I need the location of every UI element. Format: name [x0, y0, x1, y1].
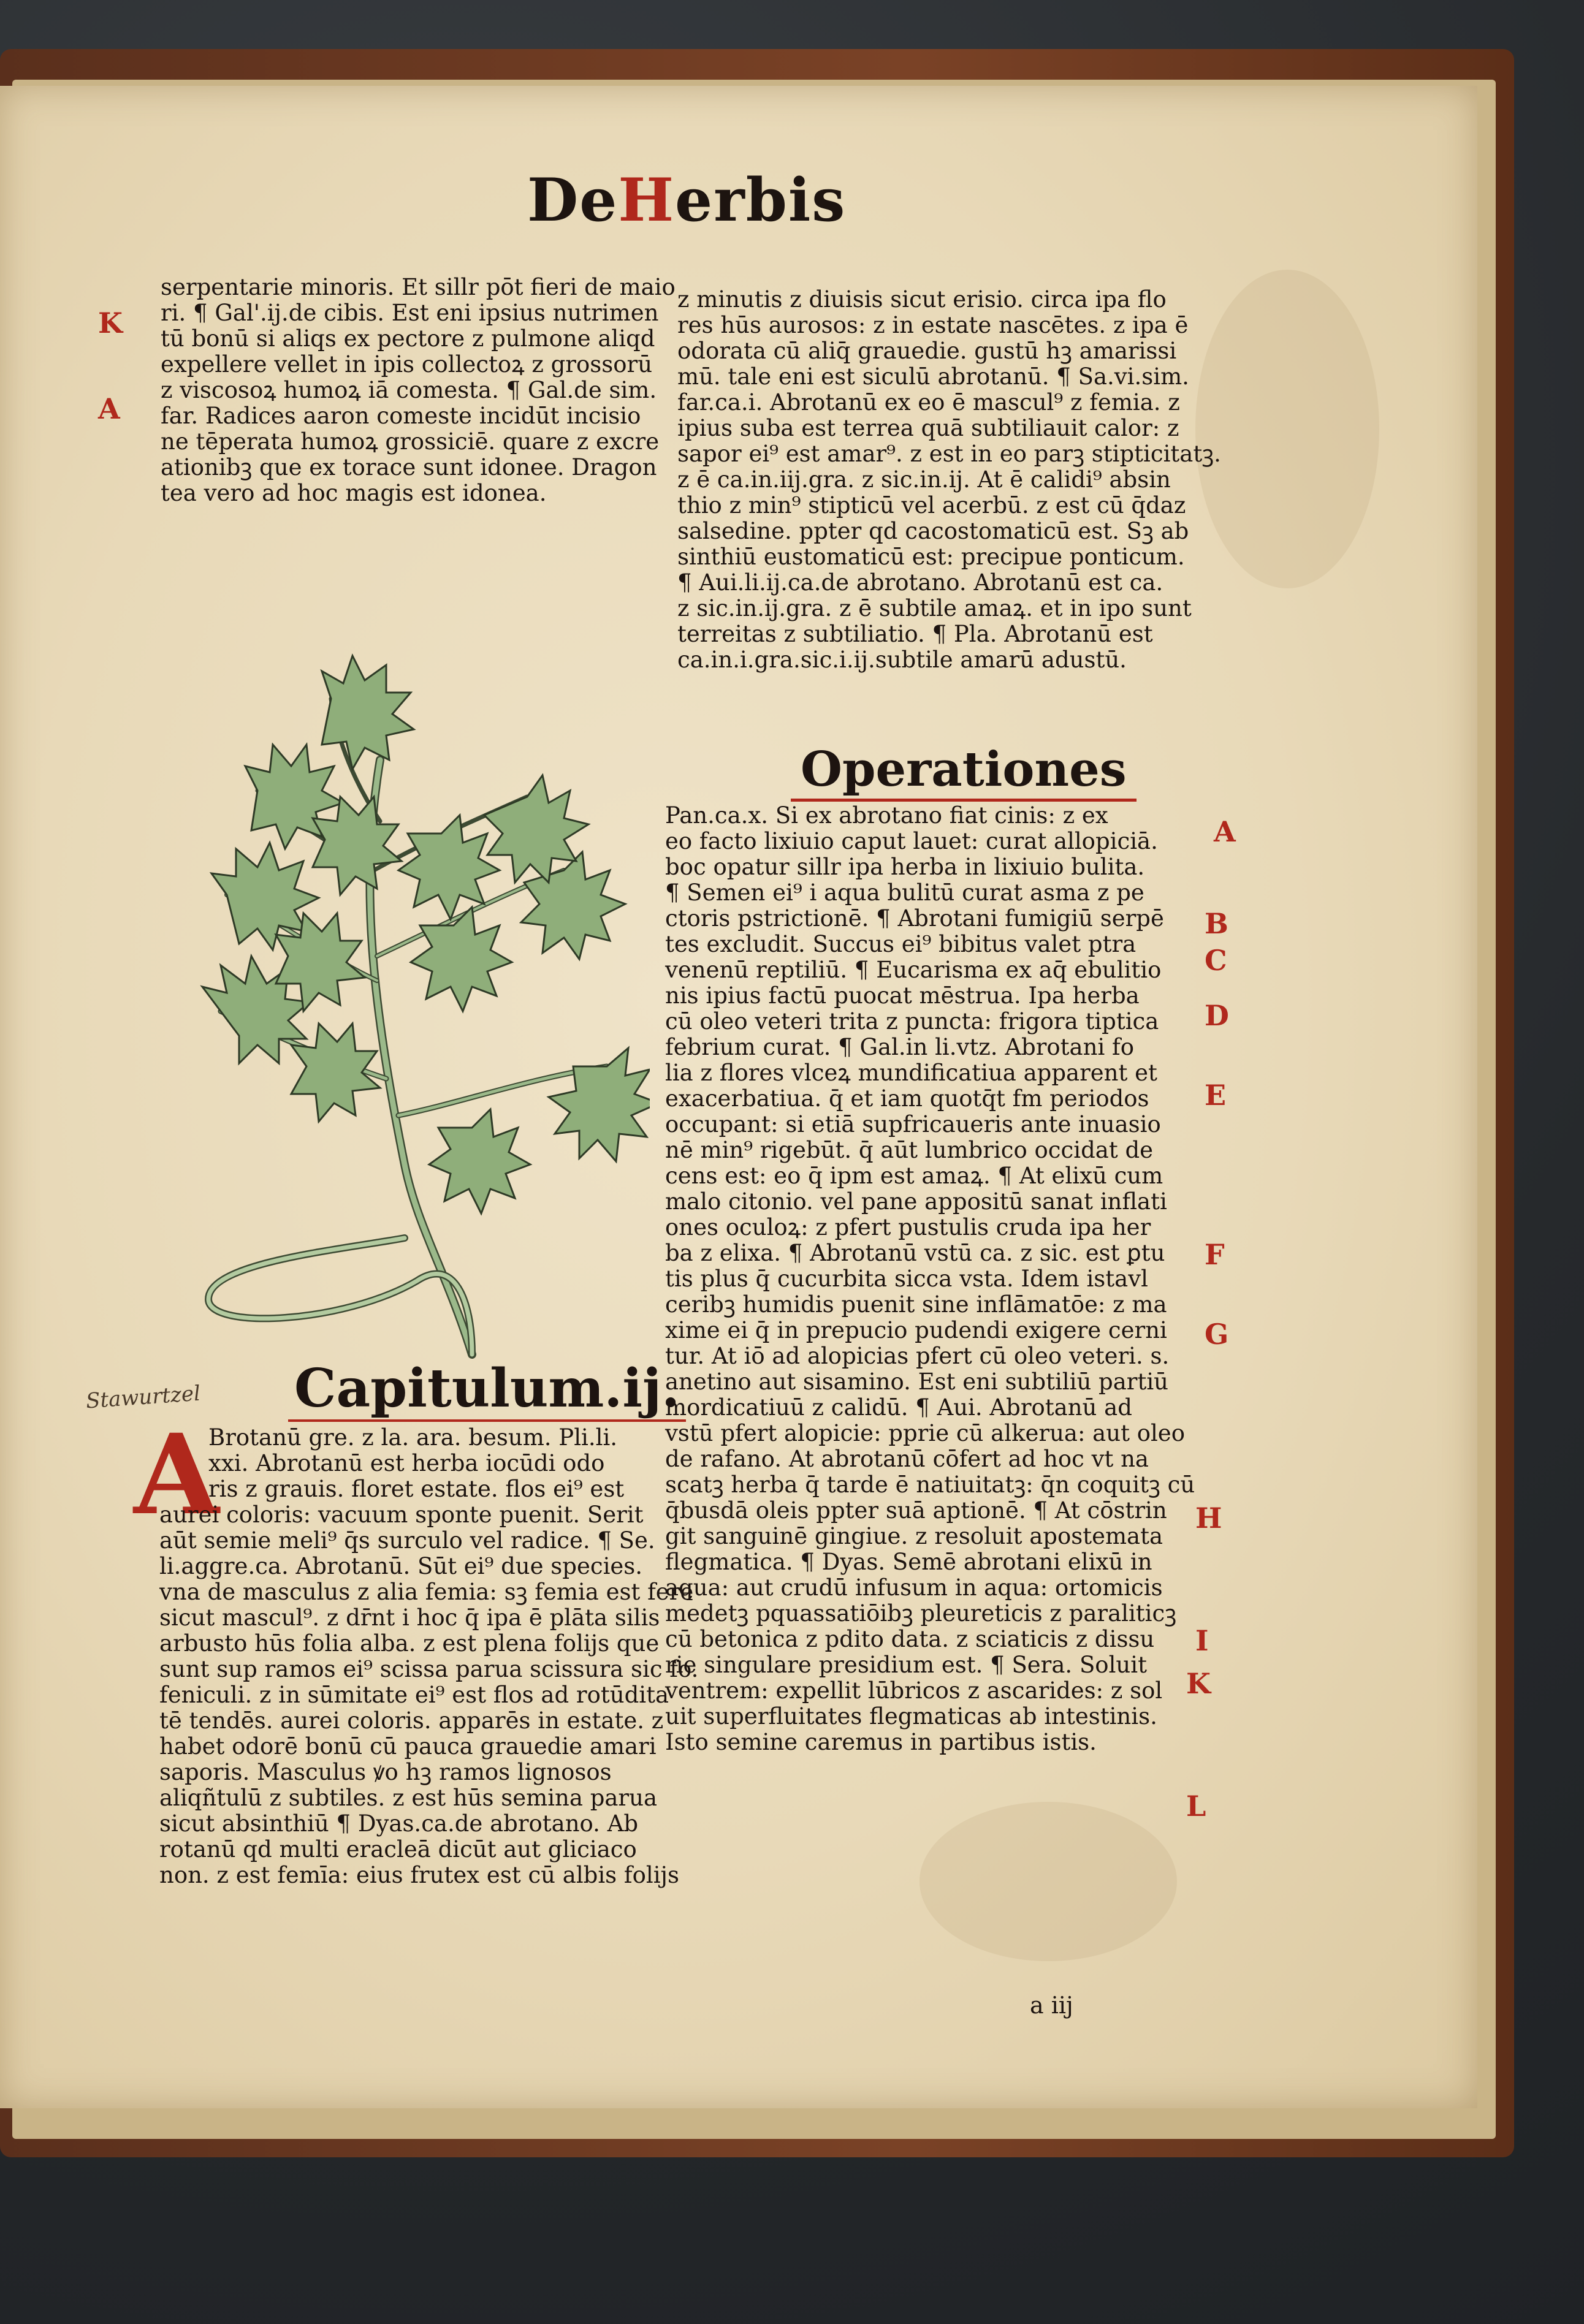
text-line: ba z elixa. ¶ Abrotanū vstū ca. z sic. est ꝑtu	[665, 1240, 1165, 1266]
text-line: Isto semine caremus in partibus istis.	[665, 1729, 1097, 1755]
text-line: git sanguinē gingiue. z resoluit apostemata	[665, 1523, 1163, 1549]
text-column-left-lower	[159, 1424, 699, 1888]
text-column-right-top	[677, 287, 1221, 673]
text-line: ¶ Semen ei⁹ i aqua bulitū curat asma z pe	[665, 879, 1144, 906]
text-line: ca.in.i.gra.sic.i.ij.subtile amarū adustū.	[677, 647, 1127, 673]
text-line: aliqñtulū z subtiles. z est hūs semina parua	[159, 1785, 658, 1811]
text-line: ones oculoꝝ: z pfert pustulis cruda ipa her	[665, 1214, 1151, 1240]
text-line: mordicatiuū z calidū. ¶ Aui. Abrotanū ad	[665, 1394, 1132, 1421]
text-line: ne tēperata humoꝝ grossiciē. quare z excre	[161, 428, 660, 455]
text-line: tis plus q̄ cucurbita sicca vsta. Idem istavl	[665, 1266, 1148, 1292]
text-line: far. Radices aaron comeste incidūt incisio	[161, 403, 641, 429]
text-line: lia z flores vlceꝝ mundificatiua apparent et	[665, 1060, 1157, 1086]
text-line: ris z grauis. floret estate. flos ei⁹ est	[208, 1476, 625, 1502]
text-line: anetino aut sisamino. Est eni subtiliū partiū	[665, 1369, 1169, 1395]
text-line: tea vero ad hoc magis est idonea.	[161, 480, 547, 506]
text-line: sicut mascul⁹. z dr̄nt i hoc q̄ ipa ē plāta silis	[159, 1604, 660, 1631]
text-line: salsedine. ppter qd cacostomaticū est. Sꝫ ab	[677, 518, 1189, 544]
handwritten-marginal-note: Stawurtzel	[85, 1381, 202, 1414]
text-line: non. z est femīa: eius frutex est cū albis folijs	[159, 1862, 680, 1888]
margin-letter: C	[1205, 944, 1227, 977]
text-line: ceribꝫ humidis puenit sine inflāmatōe: z ma	[665, 1291, 1167, 1318]
text-line: malo citonio. vel pane appositū sanat inflati	[665, 1188, 1167, 1215]
text-line: ationibꝫ que ex torace sunt idonee. Dragon	[161, 454, 657, 480]
text-line: boc opatur sillr ipa herba in lixiuio bulita.	[665, 854, 1145, 880]
text-line: sinthiū eustomaticū est: precipue ponticum.	[677, 544, 1185, 570]
margin-letter: F	[1205, 1238, 1225, 1271]
text-line: aurei coloris: vacuum sponte puenit. Serit	[159, 1502, 644, 1528]
paper-stain	[920, 1802, 1177, 1961]
text-line: q̄busdā oleis ppter suā aptionē. ¶ At cōstrin	[665, 1497, 1167, 1524]
text-column-right-operationes	[665, 803, 1195, 1755]
text-line: vna de masculus z alia femia: sꝫ femia est fere	[159, 1579, 694, 1605]
text-line: habet odorē bonū cū pauca grauedie amari	[159, 1733, 657, 1760]
text-line: feniculi. z in sūmitate ei⁹ est flos ad rotūdita	[159, 1682, 669, 1708]
text-line: z viscosoꝝ humoꝝ iā comesta. ¶ Gal.de sim.	[161, 377, 657, 403]
text-line: cū betonica z pdito data. z sciaticis z dissu	[665, 1626, 1155, 1652]
text-line: cū oleo veteri trita z puncta: frigora tiptica	[665, 1008, 1159, 1035]
text-line: expellere vellet in ipis collectoꝝ z grossorū	[161, 351, 653, 378]
margin-letter: B	[1205, 907, 1228, 940]
text-line: nē min⁹ rigebūt. q̄ aūt lumbrico occidat de	[665, 1137, 1154, 1163]
text-line: ri. ¶ Gal'.ij.de cibis. Est eni ipsius nutrimen	[161, 300, 659, 326]
text-line: rie singulare presidium est. ¶ Sera. Soluit	[665, 1652, 1147, 1678]
text-line: sicut absinthiū ¶ Dyas.ca.de abrotano. Ab	[159, 1810, 639, 1837]
text-line: arbusto hūs folia alba. z est plena folijs que	[159, 1630, 660, 1657]
text-line: tur. At iō ad alopicias pfert cū oleo veteri. s.	[665, 1343, 1170, 1369]
text-line: venenū reptiliū. ¶ Eucarisma ex aq̄ ebulitio	[665, 957, 1162, 983]
text-line: odorata cū aliq̄ grauedie. gustū hꝫ amarissi	[677, 338, 1177, 364]
text-line: saporis. Masculus ꝟo hꝫ ramos lignosos	[159, 1759, 612, 1785]
text-line: serpentarie minoris. Et sillr pōt fieri de maio	[161, 274, 676, 300]
text-line: z minutis z diuisis sicut erisio. circa ipa flo	[677, 286, 1167, 313]
text-line: ctoris pstrictionē. ¶ Abrotani fumigiū serpē	[665, 905, 1164, 932]
margin-letter: G	[1205, 1318, 1229, 1351]
margin-letter: K	[98, 306, 123, 340]
margin-letter: K	[1186, 1667, 1211, 1700]
book-page	[0, 86, 1477, 2108]
page-title: DeHerbis	[527, 165, 847, 235]
margin-letter: H	[1195, 1502, 1222, 1535]
text-line: aqua: aut crudū infusum in aqua: ortomicis	[665, 1574, 1163, 1601]
text-line: Pan.ca.x. Si ex abrotano fiat cinis: z ex	[665, 802, 1108, 829]
chapter-heading: Capitulum.ij.	[288, 1358, 686, 1422]
text-line: medetꝫ pquassatiōibꝫ pleureticis z paraliticꝫ	[665, 1600, 1177, 1627]
text-line: occupant: si etiā supfricaueris ante inuasio	[665, 1111, 1161, 1137]
text-line: tes excludit. Succus ei⁹ bibitus valet ptra	[665, 931, 1137, 957]
text-line: flegmatica. ¶ Dyas. Semē abrotani elixū in	[665, 1549, 1152, 1575]
text-line: ¶ Aui.li.ij.ca.de abrotano. Abrotanū est ca.	[677, 569, 1163, 596]
margin-letter: D	[1205, 999, 1229, 1032]
text-line: sunt sup ramos ei⁹ scissa parua scissura sic fo.	[159, 1656, 699, 1682]
text-line: eo facto lixiuio caput lauet: curat allopiciā.	[665, 828, 1158, 854]
margin-letter: I	[1195, 1624, 1209, 1657]
text-column-left-top	[161, 275, 676, 506]
text-line: cens est: eo q̄ ipm est amaꝝ. ¶ At elixū cum	[665, 1163, 1163, 1189]
margin-letter: E	[1205, 1079, 1227, 1112]
text-line: thio z min⁹ stipticū vel acerbū. z est cū q̄daz	[677, 492, 1186, 518]
text-line: z sic.in.ij.gra. z ē subtile amaꝝ. et in ipo sunt	[677, 595, 1192, 621]
text-line: Brotanū gre. z la. ara. besum. Pli.li.	[208, 1424, 618, 1451]
margin-letter: A	[1214, 815, 1236, 848]
margin-letter: A	[98, 392, 120, 425]
text-line: de rafano. At abrotanū cōfert ad hoc vt na	[665, 1446, 1149, 1472]
text-line: exacerbatiua. q̄ et iam quotq̄t fm periodos	[665, 1085, 1149, 1112]
text-line: terreitas z subtiliatio. ¶ Pla. Abrotanū est	[677, 621, 1153, 647]
signature-mark: a iij	[1030, 1992, 1073, 2019]
text-line: li.aggre.ca. Abrotanū. Sūt ei⁹ due species.	[159, 1553, 643, 1579]
text-line: xxi. Abrotanū est herba iocūdi odo	[208, 1450, 605, 1476]
text-line: nis ipius factū puocat mēstrua. Ipa herba	[665, 982, 1140, 1009]
text-line: ipius suba est terrea quā subtiliauit calor: z	[677, 415, 1179, 441]
text-line: ventrem: expellit lūbricos z ascarides: z sol	[665, 1677, 1163, 1704]
margin-letter: L	[1186, 1790, 1206, 1823]
text-line: tū bonū si aliqs ex pectore z pulmone aliqd	[161, 325, 655, 352]
section-heading-operationes: Operationes	[791, 742, 1137, 802]
text-line: res hūs aurosos: z in estate nascētes. z ipa ē	[677, 312, 1189, 338]
text-line: vstū pfert alopicie: pprie cū alkerua: aut oleo	[665, 1420, 1185, 1446]
paper-stain	[1195, 270, 1379, 588]
text-line: xime ei q̄ in prepucio pudendi exigere cerni	[665, 1317, 1167, 1343]
text-line: rotanū qd multi eracleā dicūt aut gliciaco	[159, 1836, 637, 1863]
text-line: sapor ei⁹ est amar⁹. z est in eo parꝫ stipticitatꝫ.	[677, 441, 1221, 467]
text-line: z ē ca.in.iij.gra. z sic.in.ij. At ē calidi⁹ absin	[677, 466, 1171, 493]
decorated-initial-letter: A	[134, 1410, 219, 1540]
text-line: mū. tale eni est siculū abrotanū. ¶ Sa.vi.sim.	[677, 363, 1189, 390]
text-line: far.ca.i. Abrotanū ex eo ē mascul⁹ z femia. z	[677, 389, 1180, 416]
text-line: uit superfluitates flegmaticas ab intestinis.	[665, 1703, 1157, 1730]
text-line: aūt semie meli⁹ q̄s surculo vel radice. ¶ Se.	[159, 1527, 655, 1554]
abrotanum-plant-illustration	[184, 637, 650, 1373]
text-line: febrium curat. ¶ Gal.in li.vtz. Abrotani fo	[665, 1034, 1135, 1060]
text-line: tē tendēs. aurei coloris. apparēs in estate. z	[159, 1707, 664, 1734]
text-line: scatꝫ herba q̄ tarde ē natiuitatꝫ: q̄n coquitꝫ cū	[665, 1471, 1195, 1498]
